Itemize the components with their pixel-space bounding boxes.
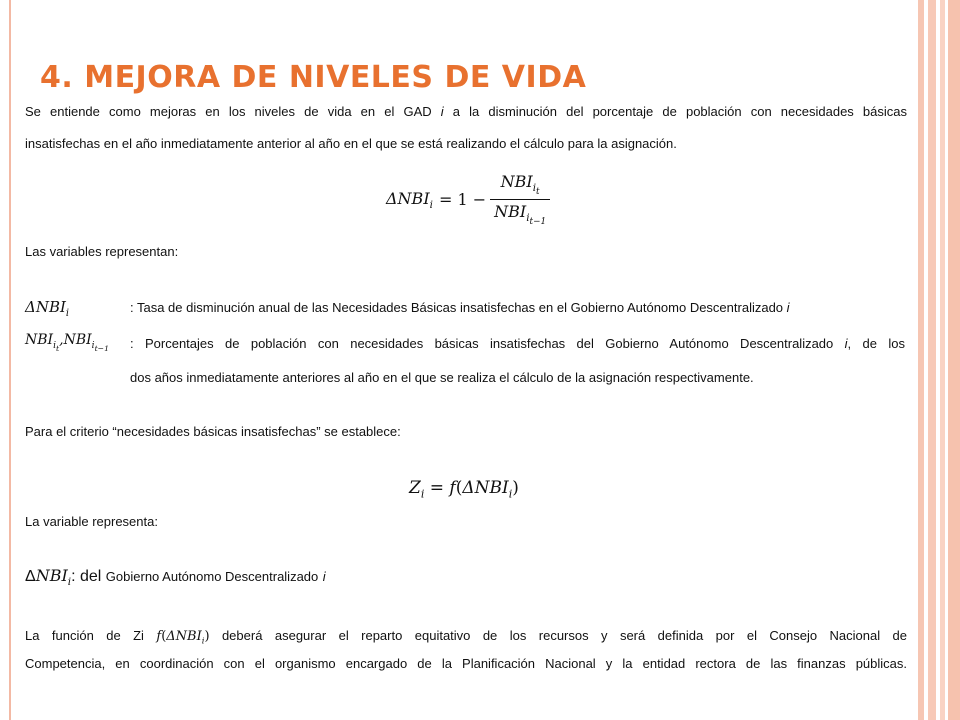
conclusion-line-1: La función de Zi $f(\Delta NBI_i)$ deberá asegurar el reparto equitativo de los recursos y será definida por el Consejo Nacional de [25, 628, 907, 646]
left-border-line [9, 0, 11, 720]
var1-symbol: $\Delta NBI_i$ [25, 298, 70, 319]
slide-title: 4. MEJORA DE NIVELES DE VIDA [40, 60, 587, 95]
var2-symbol: $NBI_{i_t},NBI_{i_{t-1}}$ [25, 332, 110, 353]
var1-description: : Tasa de disminución anual de las Necesidades Básicas insatisfechas en el Gobierno Autónomo Descentralizado i [130, 300, 790, 315]
criterio-text: Para el criterio “necesidades básicas insatisfechas” se establece: [25, 424, 401, 439]
variable-heading: La variable representa: [25, 514, 158, 529]
var3-line: $\Delta NBI_i$: del Gobierno Autónomo Descentralizado i [25, 566, 326, 589]
formula-delta-nbi [386, 172, 550, 228]
var2-description-line-2: dos años inmediatamente anteriores al año en el que se realiza el cálculo de la asignación respectivamente. [130, 370, 754, 385]
var2-description-line-1: : Porcentajes de población con necesidades básicas insatisfechas del Gobierno Autónomo Descentralizado i, de los [130, 336, 905, 351]
conclusion-formula: $f(\Delta NBI_i)$ [156, 629, 210, 646]
fraction-numerator: $NBI_{i_t}$ [500, 172, 540, 198]
decor-stripe-1 [918, 0, 924, 720]
conclusion-line-2: Competencia, en coordinación con el organismo encargado de la Planificación Nacional y la entidad rectora de las finanzas públicas. [25, 656, 907, 671]
fraction-denominator: $NBI_{i_{t-1}}$ [490, 199, 550, 227]
variables-heading: Las variables representan: [25, 244, 179, 259]
formula-equals: = 1 − [438, 190, 487, 210]
formula-fraction [490, 172, 550, 228]
decor-stripe-4 [948, 0, 960, 720]
intro-line-2: insatisfechas en el año inmediatamente anterior al año en el que se está realizando el cálculo para la asignación. [25, 136, 677, 151]
decor-stripe-2 [928, 0, 936, 720]
decor-stripe-3 [940, 0, 945, 720]
formula-z: $Z_i = f(\Delta NBI_i)$ [409, 478, 519, 501]
intro-line-1: Se entiende como mejoras en los niveles de vida en el GAD i a la disminución del porcentaje de población con necesidades básicas [25, 104, 907, 119]
formula-lhs: $\Delta NBI_i$ [386, 188, 433, 211]
